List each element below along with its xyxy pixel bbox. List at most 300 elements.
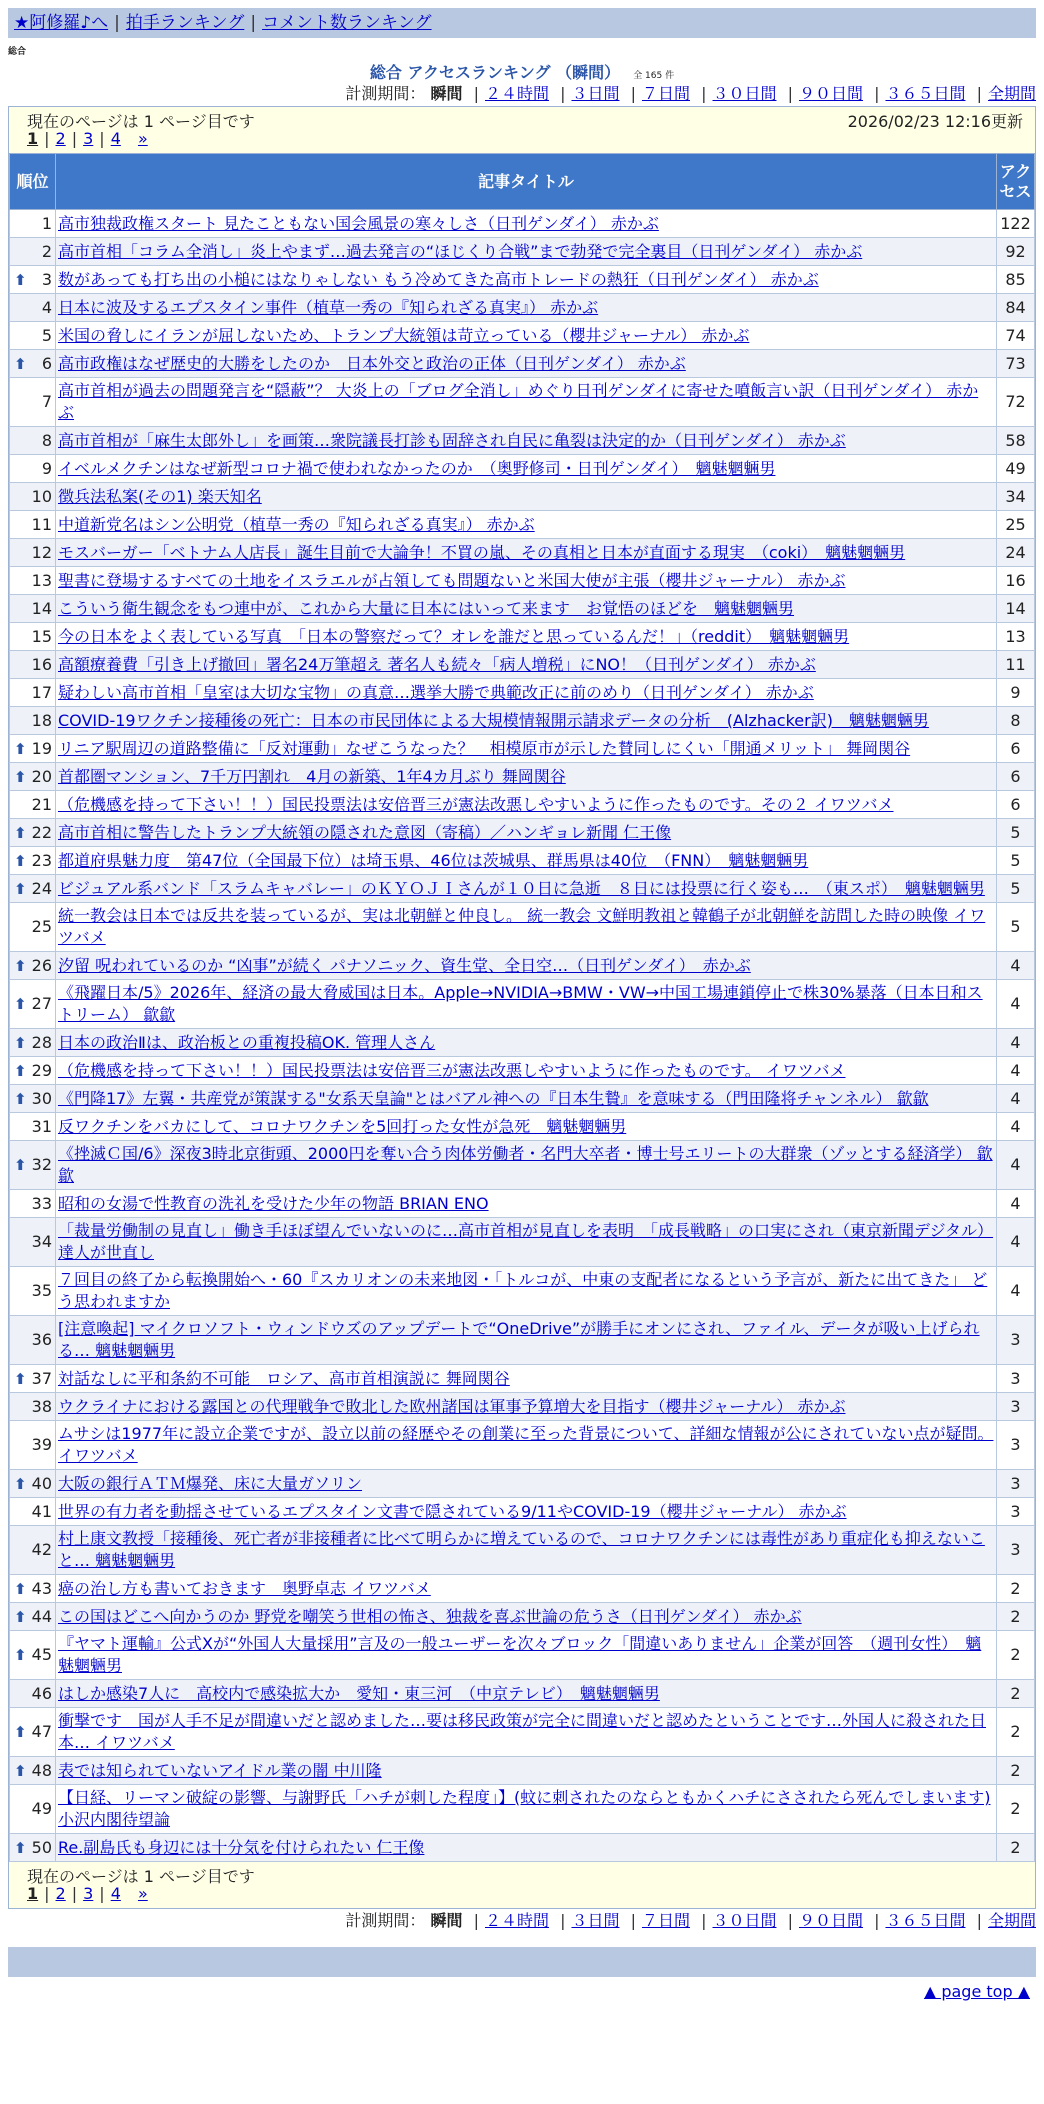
access-count: 4	[997, 1141, 1035, 1190]
rank-number: 7	[41, 392, 52, 411]
title-cell	[56, 322, 997, 350]
table-row	[10, 763, 1035, 791]
up-arrow-icon: ⬆	[14, 1156, 27, 1174]
article-link[interactable]: 首都圏マンション、7千万円割れ 4月の新築、1年4カ月ぶり 舞岡関谷	[58, 766, 566, 786]
up-arrow-icon: ⬆	[14, 767, 27, 786]
current-page: 1	[27, 1884, 39, 1903]
rank-number: 42	[31, 1540, 52, 1559]
article-link[interactable]: 昭和の女湯で性教育の洗礼を受けた少年の物語 BRIAN ENO	[58, 1193, 489, 1213]
title-cell	[56, 623, 997, 651]
period-current: 瞬間	[430, 84, 463, 103]
rank-number: 22	[31, 822, 52, 842]
article-link[interactable]: ７回目の終了から転換開始へ・60『スカリオンの未来地図・「トルコが、中東の支配者になるという予言が、新たに出てきた」 どう思われますか	[58, 1270, 988, 1311]
title-cell	[56, 350, 997, 378]
table-row	[10, 1498, 1035, 1526]
up-arrow-icon: ⬆	[14, 739, 27, 758]
title-cell	[56, 1393, 997, 1421]
table-row	[10, 1421, 1035, 1470]
rank-cell	[10, 427, 56, 455]
rank-number: 6	[41, 353, 52, 373]
rank-cell	[10, 1113, 56, 1141]
pager-info-bottom	[9, 1862, 1035, 1884]
period-3d-link[interactable]: ３日間	[571, 1911, 620, 1930]
rank-number: 3	[41, 269, 52, 289]
rank-number: 13	[31, 570, 52, 590]
table-row	[10, 1113, 1035, 1141]
period-90d-link[interactable]: ９０日間	[798, 1911, 863, 1930]
title-cell	[56, 455, 997, 483]
page-4-link[interactable]: 4	[110, 1884, 121, 1903]
period-24h-link[interactable]: ２４時間	[484, 84, 549, 103]
title-cell	[56, 791, 997, 819]
ranking-panel	[8, 106, 1036, 1909]
title-cell	[56, 1470, 997, 1498]
rank-number: 45	[31, 1645, 52, 1664]
access-count: 73	[997, 350, 1035, 378]
rank-number: 12	[31, 542, 52, 562]
ranking-body	[10, 210, 1035, 1862]
rank-number: 36	[31, 1330, 52, 1349]
period-current: 瞬間	[430, 1911, 463, 1930]
title-cell	[56, 735, 997, 763]
access-count: 4	[997, 1113, 1035, 1141]
article-link[interactable]: COVID-19ワクチン接種後の死亡：日本の市民団体による大規模情報開示請求データの分析 (Alzhacker訳) 魑魅魍魎男	[58, 710, 929, 730]
access-count: 4	[997, 1218, 1035, 1267]
rank-cell	[10, 238, 56, 266]
access-count: 8	[997, 707, 1035, 735]
title-cell	[56, 1141, 997, 1190]
rank-cell	[10, 763, 56, 791]
access-count: 5	[997, 903, 1035, 952]
next-page-link[interactable]: »	[137, 1884, 148, 1903]
up-arrow-icon: ⬆	[14, 851, 27, 870]
article-link[interactable]: 『ヤマト運輸』公式Xが“外国人大量採用”言及の一般ユーザーを次々ブロック「間違いありません」企業が回答 （週刊女性） 魑魅魍魎男	[58, 1634, 982, 1675]
access-count: 3	[997, 1526, 1035, 1575]
title-cell	[56, 1498, 997, 1526]
rank-number: 14	[31, 598, 52, 618]
title-cell	[56, 1757, 997, 1785]
period-7d-link[interactable]: ７日間	[641, 84, 690, 103]
rank-cell	[10, 1470, 56, 1498]
title-cell	[56, 1113, 997, 1141]
ranking-heading	[8, 60, 1036, 82]
rank-cell	[10, 1757, 56, 1785]
rank-cell	[10, 651, 56, 679]
table-row	[10, 455, 1035, 483]
page-title: 総合 アクセスランキング （瞬間）	[369, 63, 621, 82]
article-link[interactable]: 中道新党名はシン公明党（植草一秀の『知られざる真実』） 赤かぶ	[58, 514, 535, 534]
title-cell	[56, 567, 997, 595]
access-count: 6	[997, 735, 1035, 763]
page-2-link[interactable]: 2	[55, 129, 66, 148]
table-row	[10, 350, 1035, 378]
title-cell	[56, 1834, 997, 1862]
access-count: 6	[997, 791, 1035, 819]
rank-number: 38	[31, 1396, 52, 1416]
title-cell	[56, 1057, 997, 1085]
table-row	[10, 1757, 1035, 1785]
table-row	[10, 1631, 1035, 1680]
title-cell	[56, 1421, 997, 1470]
table-row	[10, 1785, 1035, 1834]
article-link[interactable]: 疑わしい高市首相「皇室は大切な宝物」の真意…選挙大勝で典範改正に前のめり（日刊ゲンダイ） 赤かぶ	[58, 682, 814, 702]
rank-cell	[10, 595, 56, 623]
up-arrow-icon: ⬆	[14, 823, 27, 842]
article-link[interactable]: 日本の政治Ⅱは、政治板との重複投稿OK. 管理人さん	[58, 1032, 436, 1052]
rank-number: 2	[41, 241, 52, 261]
article-link[interactable]: 《飛躍日本/5》2026年、経済の最大脅威国は日本。Apple→NVIDIA→BMW・VW→中国工場連鎖停止で株30%暴落（日本日和ストリーム） 歙歙	[58, 983, 983, 1024]
rank-cell	[10, 735, 56, 763]
page-2-link[interactable]: 2	[55, 1884, 66, 1903]
table-row	[10, 210, 1035, 238]
title-cell	[56, 238, 997, 266]
article-link[interactable]: 高市政権はなぜ歴史的大勝をしたのか 日本外交と政治の正体（日刊ゲンダイ） 赤かぶ	[58, 353, 686, 373]
rank-cell	[10, 294, 56, 322]
rank-number: 41	[31, 1501, 52, 1521]
up-arrow-icon: ⬆	[14, 1761, 27, 1780]
table-row	[10, 980, 1035, 1029]
table-row	[10, 651, 1035, 679]
article-link[interactable]: モスバーガー「ベトナム人店長」誕生目前で大論争！不買の嵐、その真相と日本が直面する現実 （coki） 魑魅魍魎男	[58, 542, 906, 562]
rank-cell	[10, 952, 56, 980]
article-link[interactable]: ウクライナにおける露国との代理戦争で敗北した欧州諸国は軍事予算増大を目指す（櫻井ジャーナル） 赤かぶ	[58, 1396, 846, 1416]
table-row	[10, 294, 1035, 322]
period-all-link[interactable]: 全期間	[987, 84, 1036, 103]
item-count: 全 165 件	[633, 71, 675, 81]
article-link[interactable]: 汐留 呪われているのか “凶事”が続く パナソニック、資生堂、全日空…（日刊ゲンダイ） 赤かぶ	[58, 955, 751, 975]
table-row	[10, 1365, 1035, 1393]
rank-cell	[10, 707, 56, 735]
up-arrow-icon: ⬆	[14, 1033, 27, 1052]
access-count: 14	[997, 595, 1035, 623]
rank-number: 27	[31, 994, 52, 1013]
title-cell	[56, 1365, 997, 1393]
rank-number: 24	[31, 878, 52, 898]
rank-number: 31	[31, 1116, 52, 1136]
access-count: 3	[997, 1498, 1035, 1526]
rank-cell	[10, 455, 56, 483]
page-3-link[interactable]: 3	[83, 1884, 94, 1903]
period-selector-top: 計測期間： 瞬間 | ２４時間 | ３日間 | ７日間 | ３０日間 | ９０日間 | ３６５日間 | 全期間	[345, 84, 1036, 103]
article-link[interactable]: はしか感染7人に 高校内で感染拡大か 愛知・東三河 （中京テレビ） 魑魅魍魎男	[58, 1683, 660, 1703]
rank-number: 28	[31, 1032, 52, 1052]
access-count: 2	[997, 1631, 1035, 1680]
article-link[interactable]: ムサシは1977年に設立企業ですが、設立以前の経歴やその創業に至った背景について、詳細な情報が公にされていない点が疑問。 イワツバメ	[58, 1424, 994, 1465]
access-count: 2	[997, 1834, 1035, 1862]
table-row	[10, 1470, 1035, 1498]
rank-number: 18	[31, 710, 52, 730]
title-cell	[56, 875, 997, 903]
section-label: 総合	[8, 47, 27, 57]
article-link[interactable]: [注意喚起] マイクロソフト・ウィンドウズのアップデートで“OneDrive”が勝手にオンにされ、ファイル、データが吸い上げられる… 魑魅魍魎男	[58, 1319, 980, 1360]
rank-cell	[10, 1393, 56, 1421]
table-row	[10, 952, 1035, 980]
article-link[interactable]: 反ワクチンをバカにして、コロナワクチンを5回打った女性が急死 魑魅魍魎男	[58, 1116, 627, 1136]
up-arrow-icon: ⬆	[14, 1646, 27, 1664]
rank-number: 5	[41, 325, 52, 345]
up-arrow-icon: ⬆	[14, 879, 27, 898]
rank-cell	[10, 567, 56, 595]
table-row	[10, 322, 1035, 350]
table-row	[10, 483, 1035, 511]
table-row	[10, 567, 1035, 595]
table-row	[10, 266, 1035, 294]
table-row	[10, 511, 1035, 539]
period-3d-link[interactable]: ３日間	[571, 84, 620, 103]
access-count: 72	[997, 378, 1035, 427]
current-page: 1	[27, 129, 39, 148]
access-count: 34	[997, 483, 1035, 511]
article-link[interactable]: 数があっても打ち出の小槌にはなりゃしない もう冷めてきた高市トレードの熱狂（日刊ゲンダイ） 赤かぶ	[58, 269, 819, 289]
article-link[interactable]: 衝撃です 国が人手不足が間違いだと認めました…要は移民政策が完全に間違いだと認めたということです…外国人に殺された日本… イワツバメ	[58, 1711, 987, 1752]
article-link[interactable]: 《門降17》左翼・共産党が策謀する"女系天皇論"とはバアル神への『日本生贄』を意味する（門田隆将チャンネル） 歙歙	[58, 1088, 929, 1108]
bottom-bar	[8, 1947, 1036, 1977]
table-row	[10, 623, 1035, 651]
title-cell	[56, 294, 997, 322]
page-top-row	[8, 1977, 1036, 2007]
article-link[interactable]: 大阪の銀行ＡＴＭ爆発、床に大量ガソリン	[58, 1473, 363, 1493]
rank-number: 46	[31, 1683, 52, 1703]
up-arrow-icon: ⬆	[14, 1723, 27, 1741]
table-row	[10, 238, 1035, 266]
period-30d-link[interactable]: ３０日間	[712, 1911, 777, 1930]
access-count: 4	[997, 1267, 1035, 1316]
rank-cell	[10, 266, 56, 294]
table-row	[10, 1316, 1035, 1365]
title-cell	[56, 763, 997, 791]
period-24h-link[interactable]: ２４時間	[484, 1911, 549, 1930]
rank-header: 順位	[10, 154, 56, 210]
title-header: 記事タイトル	[56, 154, 997, 210]
access-count: 74	[997, 322, 1035, 350]
article-link[interactable]: 聖書に登場するすべての土地をイスラエルが占領しても問題ないと米国大使が主張（櫻井ジャーナル） 赤かぶ	[58, 570, 846, 590]
title-cell	[56, 210, 997, 238]
next-page-link[interactable]: »	[137, 129, 148, 148]
period-30d-link[interactable]: ３０日間	[712, 84, 777, 103]
table-row	[10, 875, 1035, 903]
pager-info-top	[9, 107, 1035, 129]
access-count: 58	[997, 427, 1035, 455]
title-cell	[56, 1190, 997, 1218]
rank-cell	[10, 1365, 56, 1393]
access-count: 4	[997, 1190, 1035, 1218]
table-row	[10, 1834, 1035, 1862]
title-cell	[56, 651, 997, 679]
table-row	[10, 1267, 1035, 1316]
access-count: 2	[997, 1680, 1035, 1708]
up-arrow-icon: ⬆	[14, 1061, 27, 1080]
article-link[interactable]: （危機感を持って下さい！！）国民投票法は安倍晋三が憲法改悪しやすいように作ったものです。 イワツバメ	[58, 1060, 846, 1080]
access-count: 11	[997, 651, 1035, 679]
table-row	[10, 707, 1035, 735]
rank-cell	[10, 1190, 56, 1218]
period-365d-link[interactable]: ３６５日間	[885, 1911, 966, 1930]
article-link[interactable]: 高市首相が「麻生太郎外し」を画策…衆院議長打診も固辞され自民に亀裂は決定的か（日刊ゲンダイ） 赤かぶ	[58, 430, 846, 450]
access-count: 5	[997, 819, 1035, 847]
rank-cell	[10, 1316, 56, 1365]
table-row	[10, 819, 1035, 847]
title-cell	[56, 952, 997, 980]
rank-number: 29	[31, 1060, 52, 1080]
table-row	[10, 679, 1035, 707]
article-link[interactable]: 村上康文教授「接種後、死亡者が非接種者に比べて明らかに増えているので、コロナワクチンには毒性があり重症化も抑えないこと… 魑魅魍魎男	[58, 1529, 985, 1570]
access-count: 13	[997, 623, 1035, 651]
table-row	[10, 1218, 1035, 1267]
table-row	[10, 427, 1035, 455]
rank-number: 39	[31, 1435, 52, 1454]
up-arrow-icon: ⬆	[14, 1369, 27, 1388]
page-info: 現在のページは 1 ページ目です	[27, 1867, 255, 1886]
article-link[interactable]: 高市独裁政権スタート 見たこともない国会風景の寒々しさ（日刊ゲンダイ） 赤かぶ	[58, 213, 659, 233]
rank-number: 20	[31, 766, 52, 786]
rank-cell	[10, 1498, 56, 1526]
title-cell	[56, 1631, 997, 1680]
period-365d-link[interactable]: ３６５日間	[885, 84, 966, 103]
comment-ranking-link[interactable]: コメント数ランキング	[262, 13, 432, 33]
updated-time: 2026/02/23 12:16更新	[847, 112, 1023, 131]
rank-number: 49	[31, 1799, 52, 1818]
table-row	[10, 539, 1035, 567]
rank-number: 44	[31, 1606, 52, 1626]
ranking-table	[9, 153, 1035, 1862]
article-link[interactable]: 対話なしに平和条約不可能 ロシア、高市首相演説に 舞岡関谷	[58, 1368, 510, 1388]
article-link[interactable]: 《挫滅Ｃ国/6》深夜3時北京街頭、2000円を奪い合う肉体労働者・名門大卒者・博士号エリートの大群衆（ゾッとする経済学） 歙歙	[58, 1144, 993, 1185]
access-count: 3	[997, 1421, 1035, 1470]
rank-cell	[10, 679, 56, 707]
period-selector-bottom: 計測期間： 瞬間 | ２４時間 | ３日間 | ７日間 | ３０日間 | ９０日間 | ３６５日間 | 全期間	[345, 1911, 1036, 1930]
article-link[interactable]: 米国の脅しにイランが屈しないため、トランプ大統領は苛立っている（櫻井ジャーナル） 赤かぶ	[58, 325, 750, 345]
rank-cell	[10, 1526, 56, 1575]
article-link[interactable]: 高市首相「コラム全消し」炎上やまず…過去発言の“ほじくり合戦”まで勃発で完全裏目（日刊ゲンダイ） 赤かぶ	[58, 241, 863, 261]
rank-cell	[10, 1631, 56, 1680]
pager-bottom: 1 | 2 | 3 | 4 »	[27, 1884, 148, 1903]
article-link[interactable]: 高市首相が過去の問題発言を“隠蔽”？ 大炎上の「ブログ全消し」めぐり日刊ゲンダイに寄せた噴飯言い訳（日刊ゲンダイ） 赤かぶ	[58, 381, 979, 422]
table-row	[10, 791, 1035, 819]
article-link[interactable]: ビジュアル系バンド「スラムキャバレー」のＫＹＯＪＩさんが１０日に急逝 ８日には投票に行く姿も… （東スポ） 魑魅魍魎男	[58, 878, 985, 898]
rank-cell	[10, 1085, 56, 1113]
title-cell	[56, 679, 997, 707]
period-7d-link[interactable]: ７日間	[641, 1911, 690, 1930]
article-link[interactable]: 都道府県魅力度 第47位（全国最下位）は埼玉県、46位は茨城県、群馬県は40位 （FNN） 魑魅魍魎男	[58, 850, 809, 870]
access-count: 5	[997, 875, 1035, 903]
table-row	[10, 595, 1035, 623]
table-row	[10, 903, 1035, 952]
rank-number: 10	[31, 486, 52, 506]
table-header-row	[10, 154, 1035, 210]
rank-cell	[10, 875, 56, 903]
article-link[interactable]: （危機感を持って下さい！！）国民投票法は安倍晋三が憲法改悪しやすいように作ったものです。その２ イワツバメ	[58, 794, 894, 814]
article-link[interactable]: 表では知られていないアイドル業の闇 中川隆	[58, 1760, 382, 1780]
title-cell	[56, 1267, 997, 1316]
title-cell	[56, 1575, 997, 1603]
title-cell	[56, 1029, 997, 1057]
rank-number: 30	[31, 1088, 52, 1108]
article-link[interactable]: 高市首相に警告したトランプ大統領の隠された意図（寄稿）／ハンギョレ新聞 仁王像	[58, 822, 672, 842]
access-count: 2	[997, 1757, 1035, 1785]
up-arrow-icon: ⬆	[14, 1089, 27, 1108]
title-cell	[56, 819, 997, 847]
page-top-link[interactable]: ▲ page top ▲	[923, 1982, 1030, 2001]
applause-ranking-link[interactable]: 拍手ランキング	[125, 13, 245, 33]
access-count: 3	[997, 1470, 1035, 1498]
article-link[interactable]: 世界の有力者を動揺させているエプスタイン文書で隠されている9/11やCOVID-19（櫻井ジャーナル） 赤かぶ	[58, 1501, 847, 1521]
rank-number: 16	[31, 654, 52, 674]
rank-cell	[10, 1267, 56, 1316]
rank-number: 47	[31, 1722, 52, 1741]
period-all-link[interactable]: 全期間	[987, 1911, 1036, 1930]
page-4-link[interactable]: 4	[110, 129, 121, 148]
article-link[interactable]: Re.副島氏も身辺には十分気を付けられたい 仁王像	[58, 1837, 425, 1857]
article-link[interactable]: 徴兵法私案(その1) 楽天知名	[58, 486, 262, 506]
access-count: 3	[997, 1365, 1035, 1393]
title-cell	[56, 1316, 997, 1365]
rank-number: 25	[31, 917, 52, 936]
rank-number: 50	[31, 1837, 52, 1857]
rank-cell	[10, 210, 56, 238]
rank-number: 32	[31, 1155, 52, 1174]
rank-cell	[10, 623, 56, 651]
table-row	[10, 1190, 1035, 1218]
title-cell	[56, 427, 997, 455]
rank-cell	[10, 1057, 56, 1085]
table-row	[10, 1603, 1035, 1631]
rank-cell	[10, 1785, 56, 1834]
rank-number: 37	[31, 1368, 52, 1388]
article-link[interactable]: こういう衛生観念をもつ連中が、これから大量に日本にはいって来ます お覚悟のほどを 魑魅魍魎男	[58, 598, 795, 618]
rank-cell	[10, 819, 56, 847]
article-link[interactable]: イベルメクチンはなぜ新型コロナ禍で使われなかったのか （奥野修司・日刊ゲンダイ） 魑魅魍魎男	[58, 458, 776, 478]
rank-number: 1	[41, 213, 52, 233]
access-count: 5	[997, 847, 1035, 875]
article-link[interactable]: 癌の治し方も書いておきます 奥野卓志 イワツバメ	[58, 1578, 431, 1598]
article-link[interactable]: 【日経、リーマン破綻の影響、与謝野氏「ハチが刺した程度」】(蚊に刺されたのならともかくハチにさされたら死んでしまいます) 小沢内閣待望論	[58, 1788, 991, 1829]
article-link[interactable]: 高額療養費「引き上げ撤回」署名24万筆超え 著名人も続々「病人増税」にNO！（日刊ゲンダイ） 赤かぶ	[58, 654, 816, 674]
article-link[interactable]: 「裁量労働制の見直し」働き手ほぼ望んでいないのに…高市首相が見直しを表明 「成長戦略」の口実にされ（東京新聞デジタル） 達人が世直し	[58, 1221, 994, 1262]
up-arrow-icon: ⬆	[14, 1838, 27, 1857]
table-row	[10, 735, 1035, 763]
access-count: 4	[997, 980, 1035, 1029]
table-row	[10, 1575, 1035, 1603]
article-link[interactable]: リニア駅周辺の道路整備に「反対運動」なぜこうなった？ 相模原市が示した賛同しにくい「開通メリット」 舞岡関谷	[58, 738, 911, 758]
rank-number: 35	[31, 1281, 52, 1300]
access-count: 6	[997, 763, 1035, 791]
article-link[interactable]: 今の日本をよく表している写真 「日本の警察だって？オレを誰だと思っているんだ！」（reddit） 魑魅魍魎男	[58, 626, 850, 646]
title-cell	[56, 378, 997, 427]
article-link[interactable]: 日本に波及するエプスタイン事件（植草一秀の『知られざる真実』） 赤かぶ	[58, 297, 599, 317]
title-cell	[56, 1785, 997, 1834]
access-count: 3	[997, 1316, 1035, 1365]
home-link[interactable]: ★阿修羅♪へ	[14, 13, 109, 33]
period-90d-link[interactable]: ９０日間	[798, 84, 863, 103]
up-arrow-icon: ⬆	[14, 270, 27, 289]
access-count: 49	[997, 455, 1035, 483]
page-3-link[interactable]: 3	[83, 129, 94, 148]
rank-cell	[10, 1218, 56, 1267]
article-link[interactable]: 統一教会は日本では反共を装っているが、実は北朝鮮と仲良し。 統一教会 文鮮明教祖と韓鶴子が北朝鮮を訪問した時の映像 イワツバメ	[58, 906, 986, 947]
title-cell	[56, 980, 997, 1029]
access-count: 122	[997, 210, 1035, 238]
up-arrow-icon: ⬆	[14, 956, 27, 975]
title-cell	[56, 903, 997, 952]
title-cell	[56, 595, 997, 623]
pager-top: 1 | 2 | 3 | 4 »	[27, 129, 148, 148]
access-count: 84	[997, 294, 1035, 322]
rank-cell	[10, 539, 56, 567]
access-count: 2	[997, 1785, 1035, 1834]
article-link[interactable]: この国はどこへ向かうのか 野党を嘲笑う世相の怖さ、独裁を喜ぶ世論の危うさ（日刊ゲンダイ） 赤かぶ	[58, 1606, 802, 1626]
access-count: 4	[997, 1085, 1035, 1113]
title-cell	[56, 1680, 997, 1708]
